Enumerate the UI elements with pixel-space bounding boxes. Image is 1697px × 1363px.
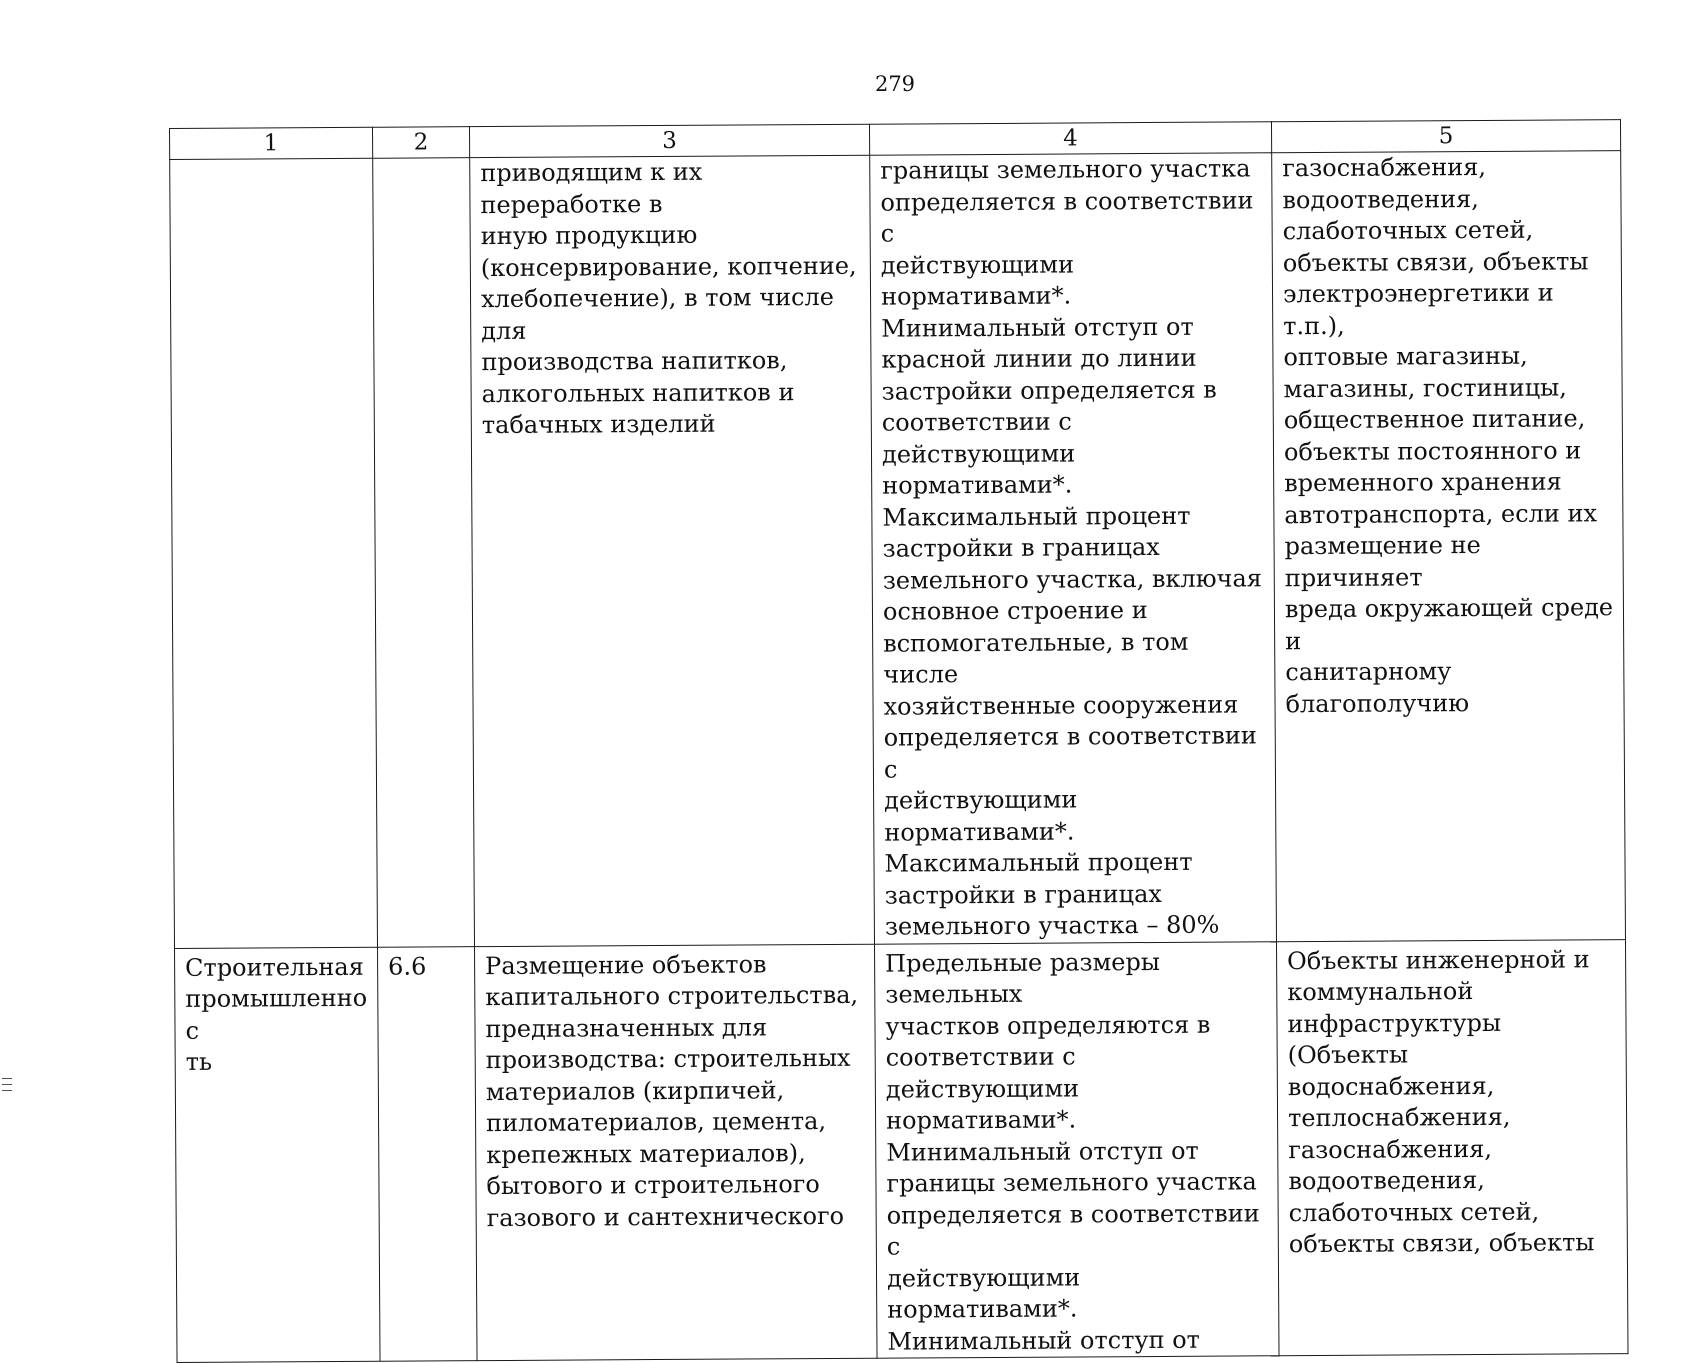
regulations-table [169,119,1629,1363]
margin-mark [2,1078,12,1096]
table-row [175,939,1629,1362]
cell-description [470,155,875,946]
cell-land-use-name [170,158,378,948]
header-col-3: 3 [469,124,869,157]
header-col-2: 2 [372,127,469,159]
cell-description [475,944,878,1361]
table-row [170,151,1626,948]
header-col-5: 5 [1271,120,1620,153]
cell-text [180,159,366,160]
cell-code [378,946,478,1361]
header-col-1: 1 [170,127,373,159]
cell-text: 6.6 [388,951,468,983]
cell-text: Предельные размеры земельных участков определяются в соответствии с действующими нормативами*. Минимальный отступ от границы земельного участка определяется в соответствии с действующими нормативами*. Минимальный отступ от [885,946,1272,1358]
cell-text: Строительная промышленнос ть [185,951,372,1078]
cell-auxiliary-uses [1276,939,1628,1356]
cell-text: Размещение объектов капитального строительства, предназначенных для производства: строительных материалов (кирпичей, пиломатериалов, цемента, крепежных материалов), бытового и строительного газового и сантехнического [485,948,870,1234]
cell-parameters [870,153,1277,944]
cell-text: приводящим к их переработке в иную продукцию (консервирование, копчение, хлебопечение), в том числе для производства напитков, алкогольных напитков и табачных изделий [480,156,865,442]
cell-text: Объекты инженерной и коммунальной инфраструктуры (Объекты водоснабжения, теплоснабжения, газоснабжения, водоотведения, слаботочных сетей, объекты связи, объекты [1287,944,1621,1261]
cell-code [373,158,475,947]
cell-parameters [874,941,1279,1358]
header-col-4: 4 [869,122,1271,155]
page-number: 279 [0,72,1697,96]
cell-auxiliary-uses [1272,151,1626,942]
cell-text: газоснабжения, водоотведения, слаботочных сетей, объекты связи, объекты электроэнергетики и т.п.), оптовые магазины, магазины, гостиницы, общественное питание, объекты постоянного и временного хранения автотранспорта, если их размещение не причиняет вреда окружающей среде и санитарному благополучию [1282,151,1617,720]
cell-text: границы земельного участка определяется в соответствии с действующими нормативами*. Минимальный отступ от красной линии до линии застройки определяется в соответствии с действующими нормативами*. Максимальный процент застройки в границах земельного участка, включая основное строение и вспомогательные, в том числе хозяйственные сооружения определяется в соответствии с действующими нормативами*. Максимальный процент застройки в границах земельного участка – 80% [880,153,1270,943]
cell-land-use-name [175,947,381,1363]
